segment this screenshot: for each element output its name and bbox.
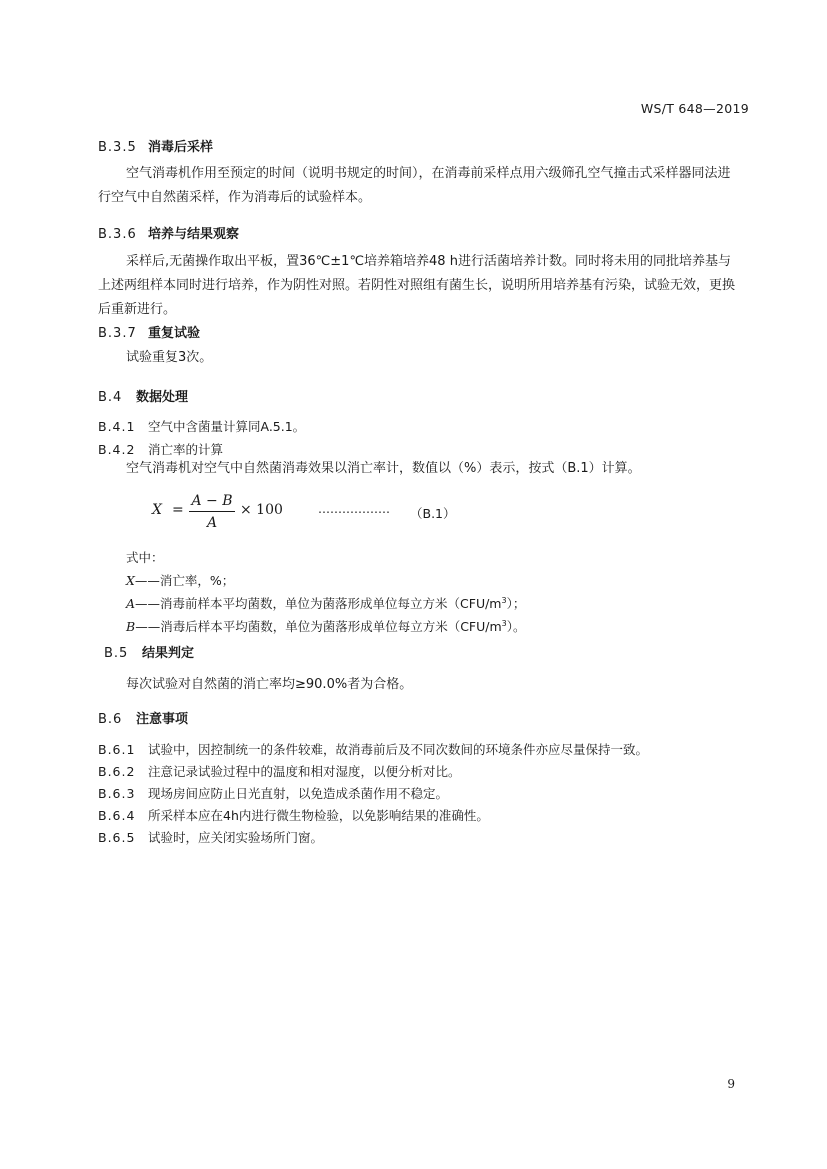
variable: X: [126, 573, 135, 588]
clause-b41: [98, 417, 305, 435]
clause-number: B.6.3: [98, 786, 136, 801]
definition-end: ）；: [506, 596, 526, 611]
paragraph-b5: 每次试验对自然菌的消亡率均≥90.0%者为合格。: [126, 677, 413, 692]
dash: ——: [135, 619, 161, 634]
heading-title: 重复试验: [148, 326, 201, 341]
definition: 消亡率，%；: [159, 573, 235, 588]
clause-b61: [98, 740, 648, 758]
heading-title: 数据处理: [136, 390, 189, 405]
dash: ——: [135, 596, 161, 611]
clause-b42: [98, 440, 223, 458]
clause-b63: [98, 784, 448, 802]
clause-text: 注意记录试验过程中的温度和相对湿度，以便分析对比。: [148, 764, 461, 779]
paragraph-b36: 采样后,无菌操作取出平板，置36℃±1℃培养箱培养48 h进行活菌培养计数。同时将未用的同批培养基与上述两组样本同时进行培养，作为阴性对照。若阴性对照组有菌生长，说明所用培养基有污染，试验无效，更换后重新进行。: [98, 254, 736, 317]
formula-fraction: [189, 493, 235, 531]
document-id-header: WS/T 648—2019: [640, 101, 749, 116]
clause-b62: [98, 762, 461, 780]
clause-number: B.6.1: [98, 742, 136, 757]
variable: B: [126, 619, 136, 634]
clause-text: 空气中含菌量计算同A.5.1。: [148, 419, 306, 434]
where-item-x: [126, 571, 234, 589]
clause-number: B.6.5: [98, 830, 136, 845]
superscript: 3: [501, 595, 507, 605]
clause-number: B.4.1: [98, 419, 136, 434]
heading-title: 注意事项: [136, 712, 189, 727]
formula-reference: （B.1）: [410, 506, 456, 521]
clause-text: 消亡率的计算: [148, 442, 224, 457]
clause-number: B.6.2: [98, 764, 136, 779]
heading-number: B.4: [98, 390, 123, 405]
heading-b6: [98, 708, 188, 727]
heading-b35: [98, 136, 213, 155]
clause-number: B.4.2: [98, 442, 136, 457]
heading-b36: [98, 223, 239, 242]
clause-text: 现场房间应防止日光直射，以免造成杀菌作用不稳定。: [148, 786, 449, 801]
definition: 消毒前样本平均菌数，单位为菌落形成单位每立方米（CFU/m: [160, 596, 502, 611]
where-label: 式中：: [126, 550, 164, 565]
clause-text: 试验中，因控制统一的条件较难，故消毒前后及不同次数间的环境条件亦应尽量保持一致。: [148, 742, 649, 757]
formula-denominator: A: [206, 515, 218, 531]
heading-number: B.3.7: [98, 326, 137, 341]
definition: 消毒后样本平均菌数，单位为菌落形成单位每立方米（CFU/m: [160, 619, 502, 634]
heading-title: 消毒后采样: [148, 140, 214, 155]
heading-number: B.6: [98, 712, 123, 727]
formula-equals: =: [172, 502, 184, 518]
clause-b64: [98, 806, 489, 824]
formula-multiplier: × 100: [240, 502, 283, 518]
clause-number: B.6.4: [98, 808, 136, 823]
heading-b5: [104, 642, 194, 661]
definition-end: ）。: [506, 619, 526, 634]
paragraph-b35: 空气消毒机作用至预定的时间（说明书规定的时间），在消毒前采样点用六级筛孔空气撞击式采样器同法进行空气中自然菌采样，作为消毒后的试验样本。: [98, 166, 731, 205]
heading-b37: [98, 322, 200, 341]
clause-text: 试验时，应关闭实验场所门窗。: [148, 830, 324, 845]
heading-number: B.3.5: [98, 140, 137, 155]
heading-title: 结果判定: [142, 646, 195, 661]
heading-number: B.3.6: [98, 227, 137, 242]
dash: ——: [134, 573, 160, 588]
heading-number: B.5: [104, 646, 129, 661]
paragraph-b42-intro: 空气消毒机对空气中自然菌消毒效果以消亡率计，数值以（%）表示，按式（B.1）计算。: [126, 461, 641, 476]
superscript: 3: [501, 618, 507, 628]
heading-b4: [98, 386, 188, 405]
variable: A: [126, 596, 136, 611]
heading-title: 培养与结果观察: [148, 227, 240, 242]
formula-leader-dots: ………………: [318, 502, 390, 516]
clause-text: 所采样本应在4h内进行微生物检验，以免影响结果的准确性。: [148, 808, 489, 823]
page-number: 9: [727, 1077, 735, 1091]
where-item-b: [126, 617, 526, 635]
paragraph-b37: 试验重复3次。: [126, 350, 213, 365]
formula-lhs: X: [152, 502, 162, 518]
fraction-bar: [189, 511, 235, 512]
clause-b65: [98, 828, 323, 846]
where-item-a: [126, 594, 525, 612]
formula-numerator: A − B: [191, 493, 233, 509]
